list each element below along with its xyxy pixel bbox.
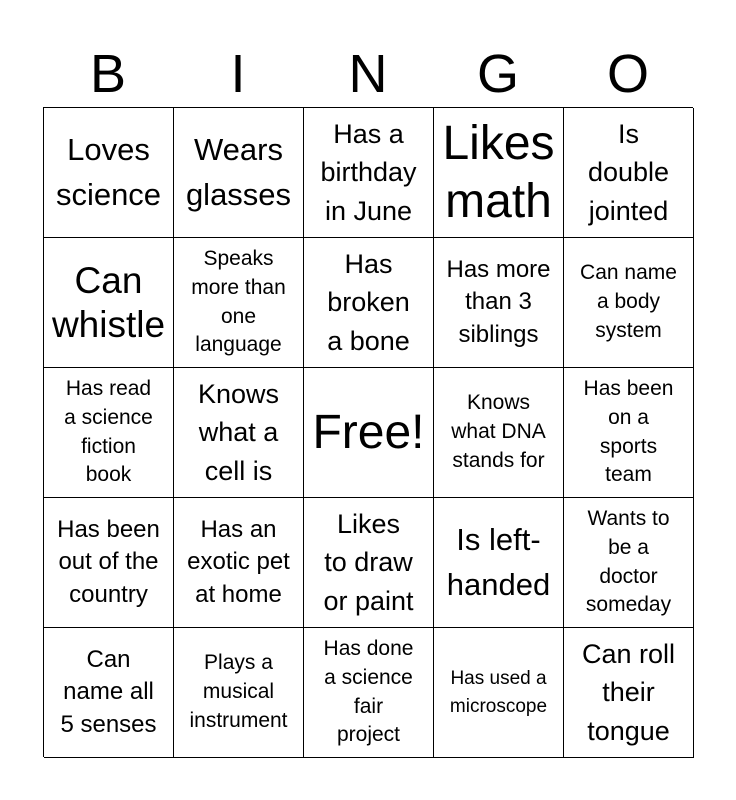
- cell-text: Loves science: [55, 131, 162, 212]
- bingo-cell[interactable]: [434, 368, 564, 498]
- header-letter-i: I: [230, 44, 246, 104]
- cell-text: Wears glasses: [185, 131, 292, 212]
- bingo-cell[interactable]: [304, 238, 434, 368]
- bingo-cell[interactable]: [304, 628, 434, 758]
- bingo-board: [43, 107, 693, 757]
- cell-text: Can name all 5 senses: [60, 645, 157, 738]
- cell-text: Has done a science fair project: [323, 636, 414, 747]
- bingo-cell[interactable]: [174, 498, 304, 628]
- bingo-cell[interactable]: [564, 368, 694, 498]
- bingo-cell[interactable]: [434, 108, 564, 238]
- cell-text: Speaks more than one language: [191, 246, 286, 357]
- bingo-cell[interactable]: [564, 498, 694, 628]
- bingo-cell[interactable]: [44, 108, 174, 238]
- bingo-header: [43, 40, 693, 108]
- bingo-cell[interactable]: [44, 238, 174, 368]
- cell-text: Can whistle: [51, 260, 166, 345]
- cell-text: Has an exotic pet at home: [187, 515, 290, 608]
- header-letter-b: B: [89, 44, 127, 104]
- cell-text: Can name a body system: [580, 261, 677, 342]
- bingo-cell[interactable]: [564, 238, 694, 368]
- bingo-cell[interactable]: [434, 498, 564, 628]
- cell-text: Wants to be a doctor someday: [585, 506, 672, 617]
- free-space-cell[interactable]: [304, 368, 434, 498]
- cell-text: Plays a musical instrument: [189, 651, 288, 732]
- cell-text: Is left- handed: [446, 521, 551, 602]
- cell-text: Has been out of the country: [57, 515, 160, 608]
- bingo-cell[interactable]: [174, 368, 304, 498]
- bingo-cell[interactable]: [44, 628, 174, 758]
- free-space-text: Free!: [312, 405, 425, 459]
- bingo-cell[interactable]: [174, 628, 304, 758]
- cell-text: Likes math: [442, 116, 555, 228]
- bingo-cell[interactable]: [434, 628, 564, 758]
- header-letter-n: N: [348, 44, 388, 104]
- bingo-cell[interactable]: [174, 108, 304, 238]
- header-letter-o: O: [606, 44, 649, 104]
- cell-text: Has a birthday in June: [320, 118, 417, 226]
- bingo-cell[interactable]: [304, 108, 434, 238]
- cell-text: Has read a science fiction book: [64, 376, 153, 487]
- cell-text: Has been on a sports team: [583, 376, 674, 487]
- bingo-cell[interactable]: [174, 238, 304, 368]
- cell-text: Has more than 3 siblings: [446, 255, 551, 348]
- cell-text: Knows what DNA stands for: [451, 391, 546, 472]
- bingo-cell[interactable]: [564, 628, 694, 758]
- cell-text: Likes to draw or paint: [323, 508, 414, 616]
- bingo-cell[interactable]: [44, 368, 174, 498]
- bingo-cell[interactable]: [564, 108, 694, 238]
- cell-text: Has used a microscope: [449, 667, 548, 717]
- cell-text: Knows what a cell is: [197, 378, 280, 486]
- bingo-cell[interactable]: [434, 238, 564, 368]
- header-letter-g: G: [476, 44, 519, 104]
- cell-text: Has broken a bone: [327, 248, 410, 356]
- cell-text: Can roll their tongue: [581, 638, 676, 746]
- cell-text: Is double jointed: [587, 118, 670, 226]
- bingo-cell[interactable]: [304, 498, 434, 628]
- bingo-cell[interactable]: [44, 498, 174, 628]
